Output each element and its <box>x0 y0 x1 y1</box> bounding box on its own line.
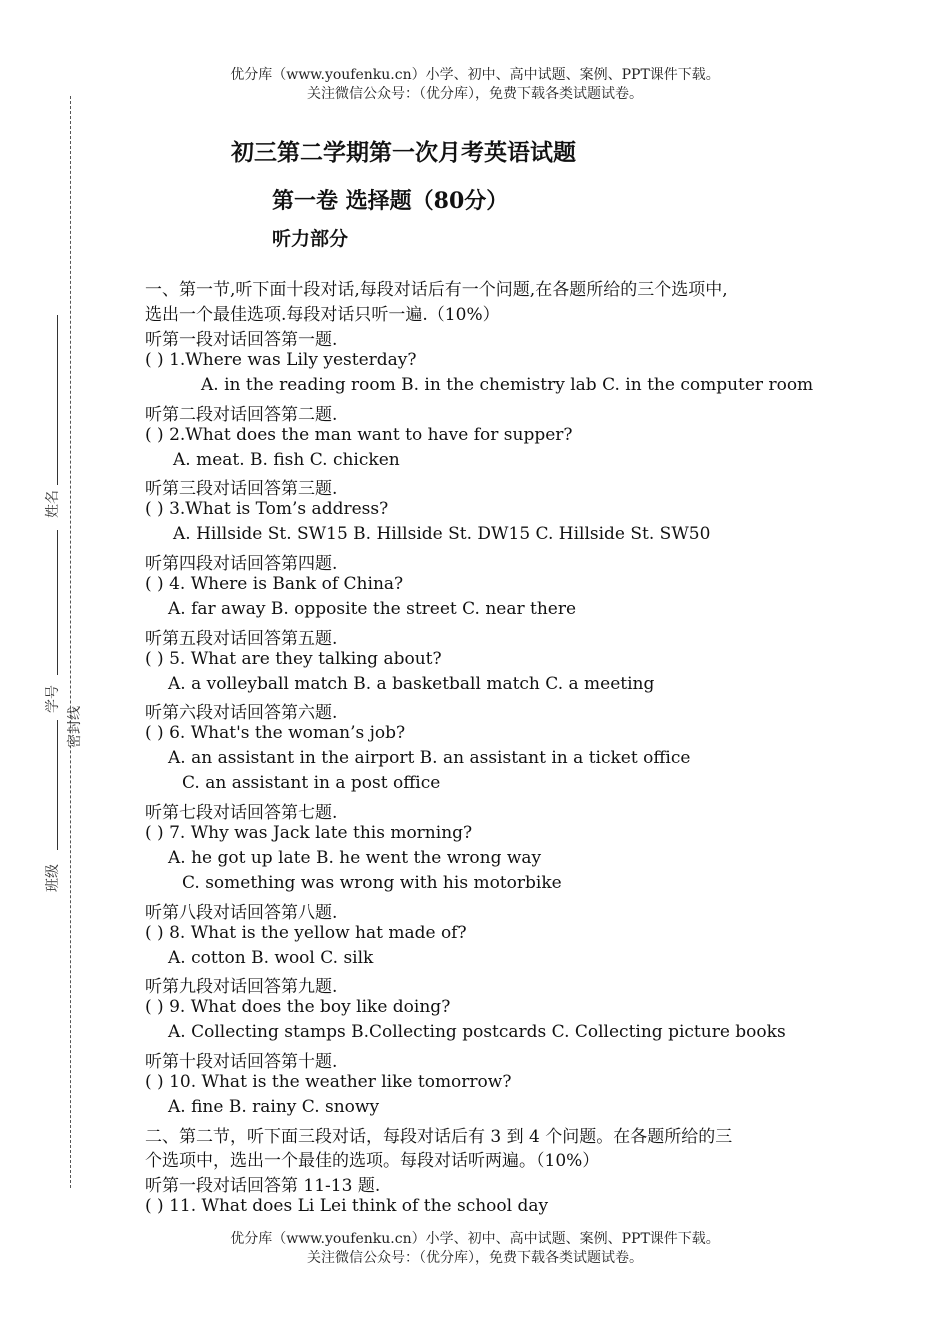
question-1: ( ) 1.Where was Lily yesterday? <box>145 350 417 370</box>
question-3: ( ) 3.What is Tom’s address? <box>145 499 389 519</box>
seal-line-label: 密封线 <box>67 706 83 748</box>
question-4: ( ) 4. Where is Bank of China? <box>145 574 404 594</box>
exam-title: 初三第二学期第一次月考英语试题 <box>231 139 576 166</box>
options-6a: A. an assistant in the airport B. an assistant in a ticket office <box>168 748 691 768</box>
listening-heading: 听力部分 <box>272 228 349 250</box>
name-label: 姓名 <box>45 490 61 518</box>
prompt-6: 听第六段对话回答第六题. <box>145 703 338 723</box>
student-id-fill-line <box>57 530 58 675</box>
options-4: A. far away B. opposite the street C. near there <box>168 599 577 619</box>
prompt-2: 听第二段对话回答第二题. <box>145 405 338 425</box>
question-2: ( ) 2.What does the man want to have for supper? <box>145 425 573 445</box>
footer-line-2: 关注微信公众号：（优分库），免费下载各类试题试卷。 <box>307 1250 643 1266</box>
options-6b: C. an assistant in a post office <box>182 773 441 793</box>
options-7b: C. something was wrong with his motorbike <box>182 873 562 893</box>
section2-instruction-2: 个选项中，选出一个最佳的选项。每段对话听两遍。（10%） <box>145 1151 600 1171</box>
prompt-5: 听第五段对话回答第五题. <box>145 629 338 649</box>
section2-instruction-1: 二、第二节，听下面三段对话，每段对话后有 3 到 4 个问题。在各题所给的三 <box>145 1127 733 1147</box>
options-9: A. Collecting stamps B.Collecting postcards C. Collecting picture books <box>168 1022 786 1042</box>
question-11: ( ) 11. What does Li Lei think of the school day <box>145 1196 549 1216</box>
prompt-11: 听第一段对话回答第 11-13 题. <box>145 1176 381 1196</box>
options-2: A. meat. B. fish C. chicken <box>173 450 400 470</box>
options-3: A. Hillside St. SW15 B. Hillside St. DW15 C. Hillside St. SW50 <box>173 524 711 544</box>
footer-line-1: 优分库（www.youfenku.cn）小学、初中、高中试题、案例、PPT课件下载。 <box>230 1231 720 1247</box>
header-line-2: 关注微信公众号：（优分库），免费下载各类试题试卷。 <box>307 86 643 102</box>
options-1: A. in the reading room B. in the chemistry lab C. in the computer room <box>201 375 814 395</box>
question-7: ( ) 7. Why was Jack late this morning? <box>145 823 473 843</box>
prompt-7: 听第七段对话回答第七题. <box>145 803 338 823</box>
prompt-3: 听第三段对话回答第三题. <box>145 479 338 499</box>
name-fill-line <box>57 315 58 485</box>
volume-title: 第一卷 选择题（80分） <box>272 188 509 214</box>
options-7a: A. he got up late B. he went the wrong way <box>168 848 542 868</box>
options-5: A. a volleyball match B. a basketball match C. a meeting <box>168 674 655 694</box>
prompt-10: 听第十段对话回答第十题. <box>145 1052 338 1072</box>
student-id-label: 学号 <box>45 685 61 713</box>
options-8: A. cotton B. wool C. silk <box>168 948 374 968</box>
header-line-1: 优分库（www.youfenku.cn）小学、初中、高中试题、案例、PPT课件下载。 <box>230 67 720 83</box>
prompt-1: 听第一段对话回答第一题. <box>145 330 338 350</box>
question-5: ( ) 5. What are they talking about? <box>145 649 442 669</box>
options-10: A. fine B. rainy C. snowy <box>168 1097 380 1117</box>
class-fill-line <box>57 720 58 850</box>
section1-instruction-2: 选出一个最佳选项.每段对话只听一遍.（10%） <box>145 305 500 325</box>
prompt-8: 听第八段对话回答第八题. <box>145 903 338 923</box>
prompt-4: 听第四段对话回答第四题. <box>145 554 338 574</box>
prompt-9: 听第九段对话回答第九题. <box>145 977 338 997</box>
section1-instruction-1: 一、第一节,听下面十段对话,每段对话后有一个问题,在各题所给的三个选项中, <box>145 280 728 300</box>
seal-dashed-line <box>70 96 71 1188</box>
class-label: 班级 <box>45 864 61 892</box>
question-9: ( ) 9. What does the boy like doing? <box>145 997 451 1017</box>
question-6: ( ) 6. What's the woman’s job? <box>145 723 406 743</box>
question-10: ( ) 10. What is the weather like tomorrow? <box>145 1072 512 1092</box>
question-8: ( ) 8. What is the yellow hat made of? <box>145 923 467 943</box>
